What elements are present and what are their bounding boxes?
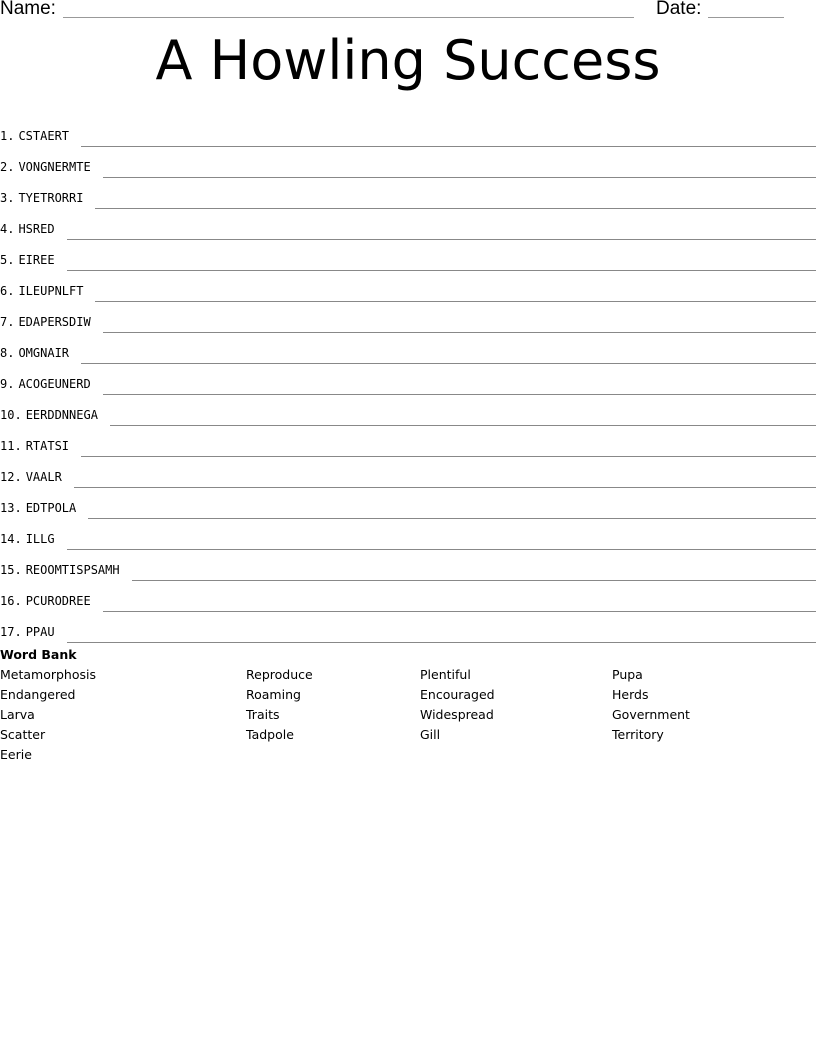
- question-number: 14.: [0, 532, 22, 546]
- question-text: [0, 346, 69, 360]
- question-row: [0, 546, 816, 577]
- question-number: 6.: [0, 284, 15, 298]
- scrambled-word: EIREE: [18, 253, 55, 267]
- question-row: [0, 112, 816, 143]
- word-bank-item: Gill: [420, 727, 441, 742]
- date-label: Date:: [656, 0, 702, 19]
- scrambled-word: REOOMTISPSAMH: [25, 563, 120, 577]
- question-number: 10.: [0, 408, 22, 422]
- question-row: [0, 236, 816, 267]
- answer-line[interactable]: [103, 176, 816, 178]
- question-number: 7.: [0, 315, 15, 329]
- answer-line[interactable]: [132, 579, 816, 581]
- question-row: [0, 453, 816, 484]
- answer-line[interactable]: [74, 486, 816, 488]
- answer-line[interactable]: [81, 145, 816, 147]
- answer-line[interactable]: [67, 548, 816, 550]
- scrambled-word: ILLG: [25, 532, 55, 546]
- scrambled-word: RTATSI: [25, 439, 70, 453]
- question-text: [0, 532, 55, 546]
- question-row: [0, 515, 816, 546]
- answer-line[interactable]: [67, 269, 816, 271]
- scrambled-word: PPAU: [25, 625, 55, 639]
- answer-line[interactable]: [110, 424, 816, 426]
- question-row: [0, 391, 816, 422]
- question-row: [0, 143, 816, 174]
- question-text: [0, 191, 83, 205]
- answer-line[interactable]: [81, 455, 816, 457]
- word-bank-column: [612, 665, 690, 745]
- scrambled-word: HSRED: [18, 222, 55, 236]
- scrambled-word: EDAPERSDIW: [18, 315, 91, 329]
- word-bank-item: Traits: [246, 707, 280, 722]
- word-bank-column: [0, 665, 96, 765]
- word-bank-column: [246, 665, 313, 745]
- word-bank-title: Word Bank: [0, 647, 77, 662]
- answer-line[interactable]: [103, 610, 816, 612]
- word-bank-item: Widespread: [420, 707, 494, 722]
- word-bank-item: Plentiful: [420, 667, 471, 682]
- question-number: 5.: [0, 253, 15, 267]
- question-row: [0, 422, 816, 453]
- answer-line[interactable]: [67, 641, 816, 643]
- answer-line[interactable]: [95, 300, 816, 302]
- header: [0, 0, 816, 24]
- question-text: [0, 315, 91, 329]
- question-text: [0, 625, 55, 639]
- question-text: [0, 470, 62, 484]
- question-text: [0, 501, 76, 515]
- word-bank-item: Larva: [0, 707, 35, 722]
- question-row: [0, 577, 816, 608]
- scrambled-word: OMGNAIR: [18, 346, 70, 360]
- question-number: 1.: [0, 129, 15, 143]
- scrambled-word: EERDDNNEGA: [25, 408, 98, 422]
- question-text: [0, 160, 91, 174]
- answer-line[interactable]: [95, 207, 816, 209]
- question-text: [0, 284, 83, 298]
- date-line[interactable]: [708, 17, 784, 18]
- word-bank-item: Scatter: [0, 727, 46, 742]
- scrambled-word: EDTPOLA: [25, 501, 77, 515]
- scrambled-word: ILEUPNLFT: [18, 284, 84, 298]
- question-text: [0, 129, 69, 143]
- question-number: 11.: [0, 439, 22, 453]
- question-row: [0, 205, 816, 236]
- scrambled-word: ACOGEUNERD: [18, 377, 91, 391]
- question-text: [0, 222, 55, 236]
- question-number: 8.: [0, 346, 15, 360]
- scrambled-word: TYETRORRI: [18, 191, 84, 205]
- question-text: [0, 594, 91, 608]
- word-bank-item: Pupa: [612, 667, 643, 682]
- question-row: [0, 484, 816, 515]
- name-line[interactable]: [63, 17, 634, 18]
- question-row: [0, 608, 816, 639]
- question-row: [0, 360, 816, 391]
- question-text: [0, 563, 120, 577]
- word-bank-item: Metamorphosis: [0, 667, 97, 682]
- question-number: 17.: [0, 625, 22, 639]
- word-bank-item: Tadpole: [246, 727, 294, 742]
- question-number: 2.: [0, 160, 15, 174]
- word-bank-item: Eerie: [0, 747, 32, 762]
- word-bank-item: Endangered: [0, 687, 76, 702]
- word-bank-item: Government: [612, 707, 690, 722]
- question-row: [0, 174, 816, 205]
- question-text: [0, 377, 91, 391]
- answer-line[interactable]: [67, 238, 816, 240]
- word-bank-item: Territory: [612, 727, 664, 742]
- scrambled-word: VAALR: [25, 470, 62, 484]
- question-text: [0, 439, 69, 453]
- word-bank-item: Herds: [612, 687, 649, 702]
- word-bank-item: Encouraged: [420, 687, 495, 702]
- word-bank-item: Roaming: [246, 687, 301, 702]
- page-title: A Howling Success: [155, 29, 661, 92]
- question-row: [0, 267, 816, 298]
- scrambled-word: PCURODREE: [25, 594, 91, 608]
- question-text: [0, 253, 55, 267]
- name-label: Name:: [0, 0, 56, 19]
- question-number: 4.: [0, 222, 15, 236]
- question-text: [0, 408, 98, 422]
- question-row: [0, 329, 816, 360]
- question-number: 9.: [0, 377, 15, 391]
- question-number: 12.: [0, 470, 22, 484]
- word-bank: [0, 647, 816, 762]
- word-bank-column: [420, 665, 495, 745]
- scrambled-word: VONGNERMTE: [18, 160, 91, 174]
- word-bank-item: Reproduce: [246, 667, 313, 682]
- question-list: [0, 112, 816, 639]
- question-row: [0, 298, 816, 329]
- question-number: 13.: [0, 501, 22, 515]
- question-number: 16.: [0, 594, 22, 608]
- answer-line[interactable]: [103, 331, 816, 333]
- answer-line[interactable]: [103, 393, 816, 395]
- question-number: 3.: [0, 191, 15, 205]
- question-number: 15.: [0, 563, 22, 577]
- answer-line[interactable]: [81, 362, 816, 364]
- scrambled-word: CSTAERT: [18, 129, 70, 143]
- answer-line[interactable]: [88, 517, 816, 519]
